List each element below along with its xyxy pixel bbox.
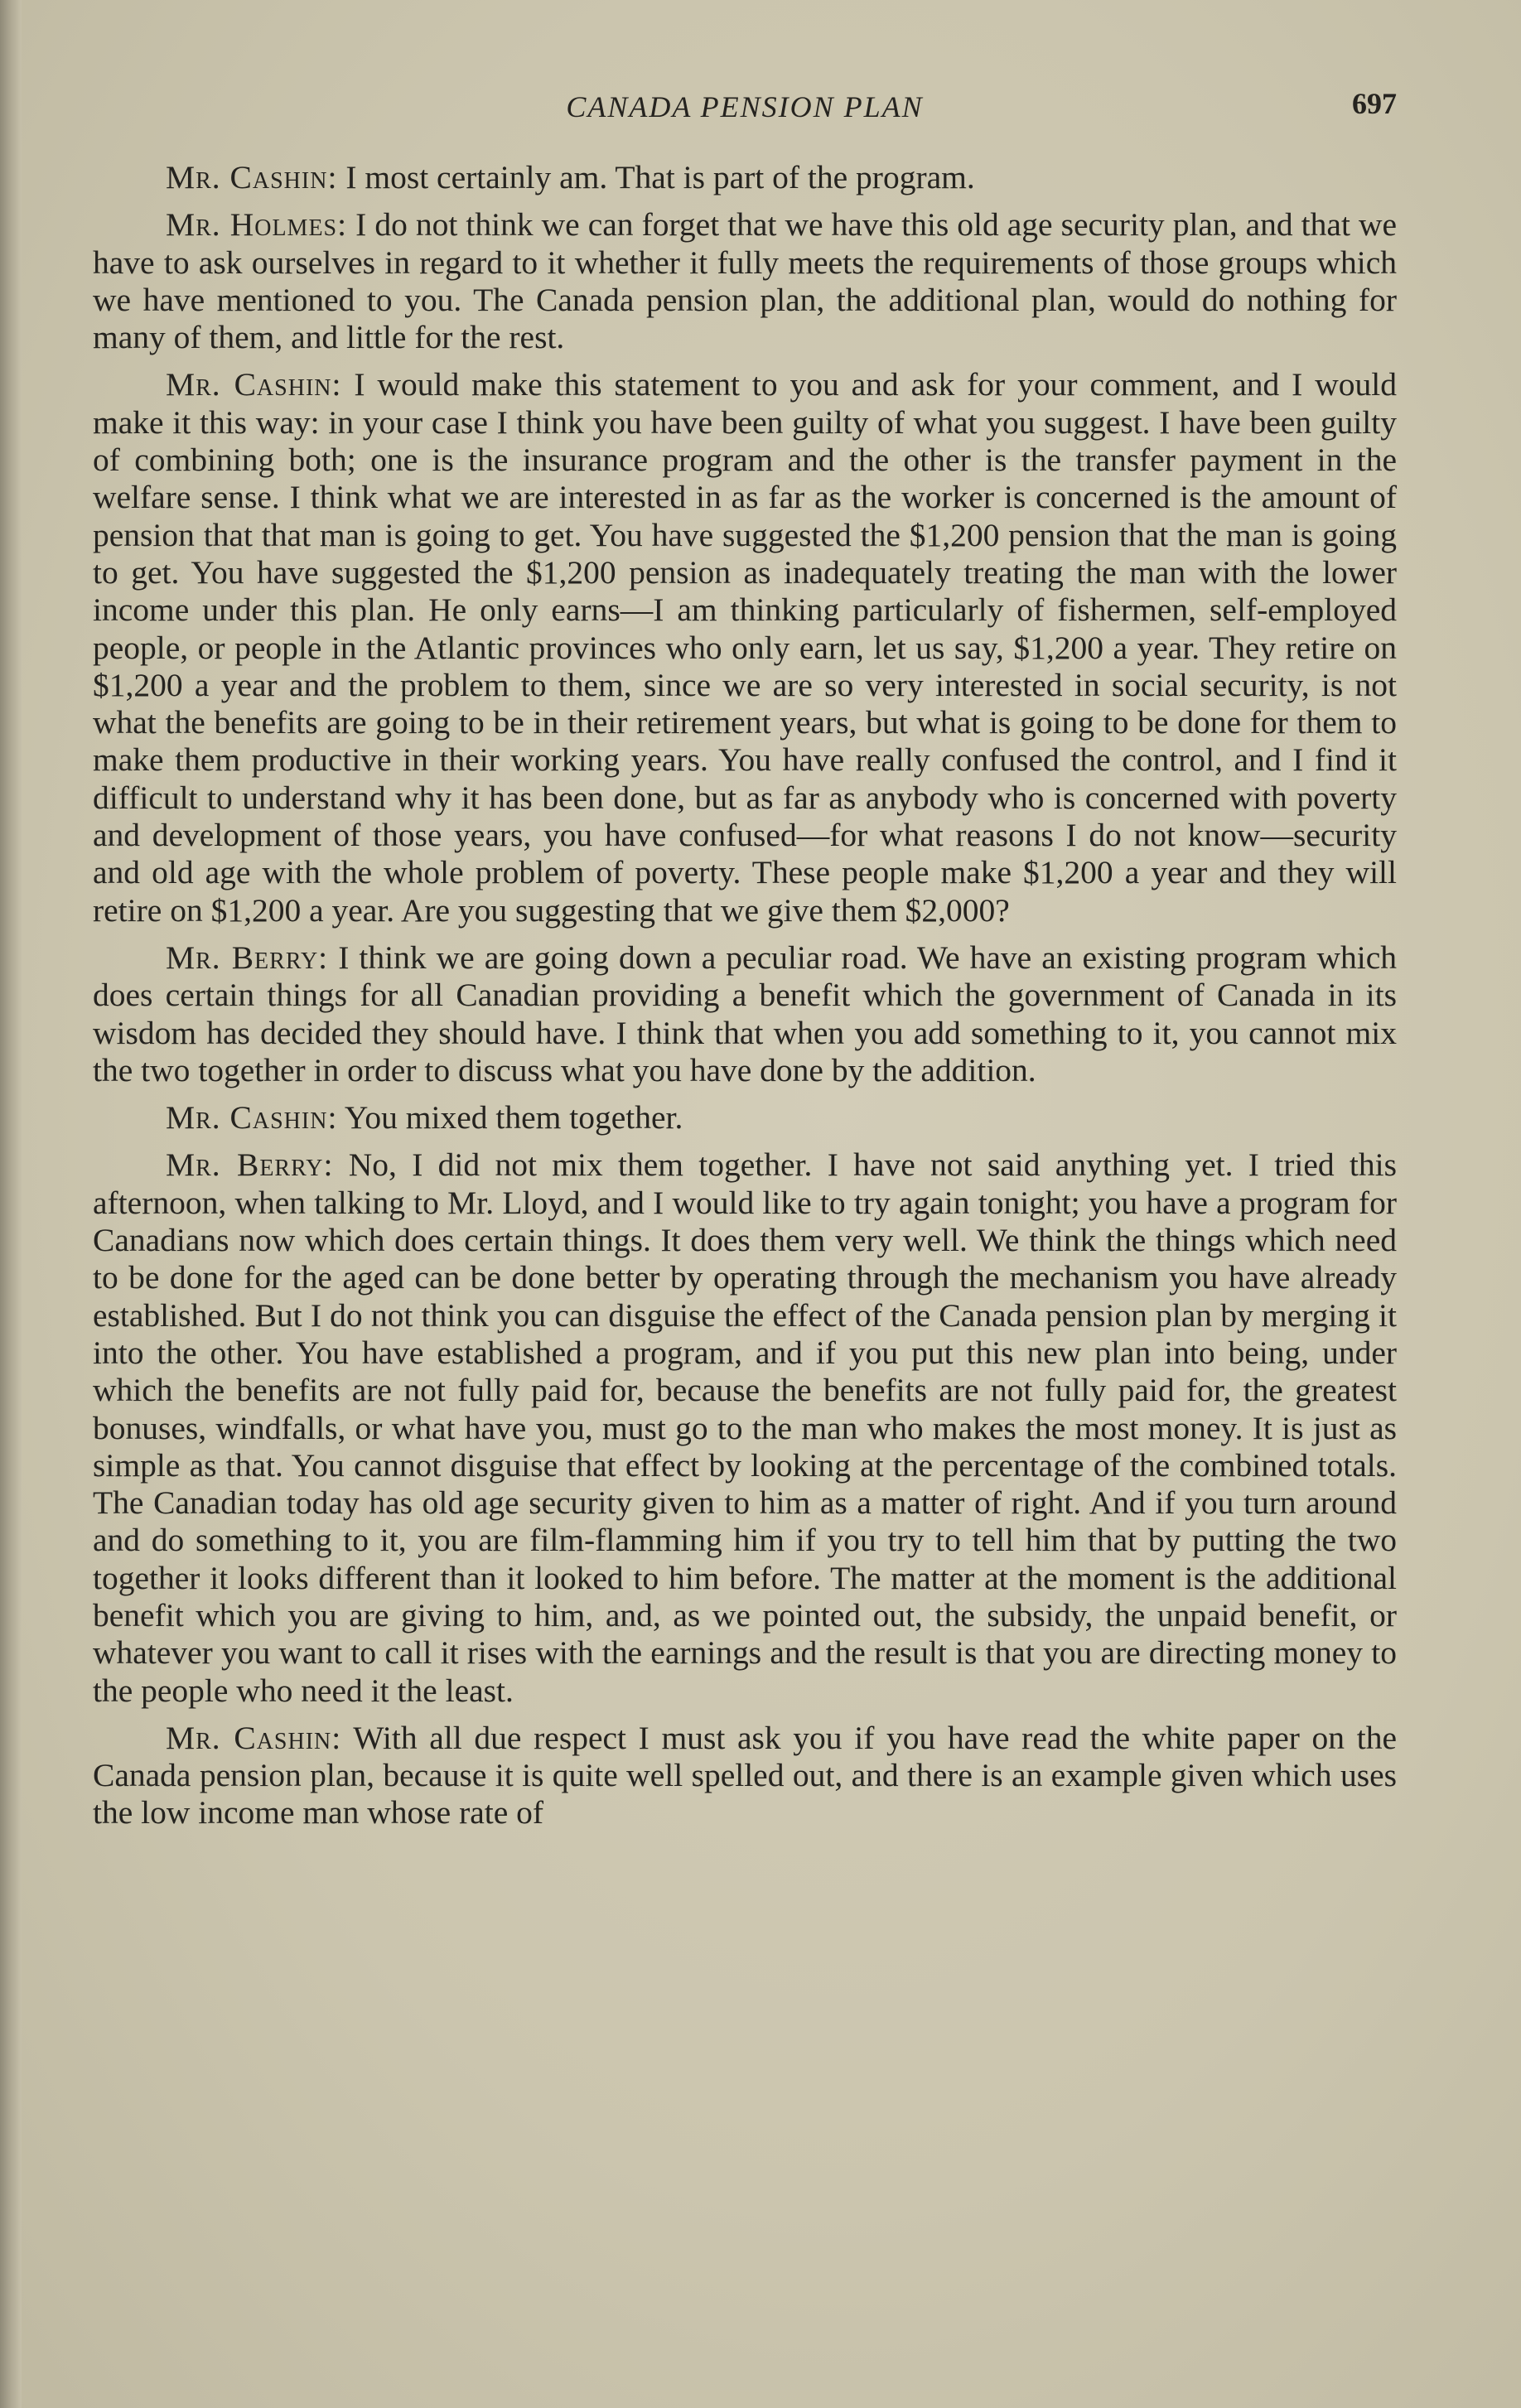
paragraph-text: I think we are going down a peculiar road. We have an existing program which does certain things for all Canadian providing a benefit which the government of Canada in its wisdom has decided they should have. I think that when you add something to it, you cannot mix the two together in order to discuss what you have done by the addition. <box>93 939 1397 1088</box>
paragraph-berry-1 <box>93 939 1397 1089</box>
paragraph-cashin-2 <box>93 366 1397 929</box>
paragraph-cashin-1 <box>93 159 1397 196</box>
speaker-name: Mr. Berry: <box>166 939 329 976</box>
paragraph-cashin-4 <box>93 1720 1397 1832</box>
transcript-body <box>93 159 1397 1842</box>
speaker-name: Mr. Cashin: <box>166 1099 338 1136</box>
paragraph-text: You mixed them together. <box>344 1099 683 1136</box>
paragraph-text: I would make this statement to you and ask for your comment, and I would make it this way: in your case I think you have been guilty of what you suggest. I have been guilty of combining both; one is the insurance program and the other is the transfer payment in the welfare sense. I think what we are interested in as far as the worker is concerned is the amount of pension that that man is going to get. You have suggested the $1,200 pension that the man is going to get. You have suggested the $1,200 pension as inadequately treating the man with the lower income under this plan. He only earns—I am thinking particularly of fishermen, self-employed people, or people in the Atlantic provinces who only earn, let us say, $1,200 a year. They retire on $1,200 a year and the problem to them, since we are so very interested in social security, is not what the benefits are going to be in their retirement years, but what is going to be done for them to make them productive in their working years. You have really confused the control, and I find it difficult to understand why it has been done, but as far as anybody who is concerned with poverty and development of those years, you have confused—for what reasons I do not know—security and old age with the whole problem of poverty. These people make $1,200 a year and they will retire on $1,200 a year. Are you suggesting that we give them $2,000? <box>93 366 1397 929</box>
paragraph-text: No, I did not mix them together. I have not said anything yet. I tried this afternoon, when talking to Mr. Lloyd, and I would like to try again tonight; you have a program for Canadians now which does certain things. It does them very well. We think the things which need to be done for the aged can be done better by operating through the mechanism you have already established. But I do not think you can disguise the effect of the Canada pension plan by merging it into the other. You have established a program, and if you put this new plan into being, under which the benefits are not fully paid for, because the benefits are not fully paid for, the greatest bonuses, windfalls, or what have you, must go to the man who makes the most money. It is just as simple as that. You cannot disguise that effect by looking at the percentage of the combined totals. The Canadian today has old age security given to him as a matter of right. And if you turn around and do something to it, you are film-flamming him if you try to tell him that by putting the two together it looks different than it looked to him before. The matter at the moment is the additional benefit which you are giving to him, and, as we pointed out, the subsidy, the unpaid benefit, or whatever you want to call it rises with the earnings and the result is that you are directing money to the people who need it the least. <box>93 1146 1397 1709</box>
paragraph-berry-2 <box>93 1146 1397 1709</box>
page-header <box>93 86 1397 128</box>
speaker-name: Mr. Cashin: <box>166 1719 342 1756</box>
paragraph-text: I most certainly am. That is part of the program. <box>345 159 975 195</box>
speaker-name: Mr. Berry: <box>166 1146 334 1184</box>
paragraph-holmes-1 <box>93 206 1397 356</box>
speaker-name: Mr. Cashin: <box>166 366 342 403</box>
paragraph-text: I do not think we can forget that we have this old age security plan, and that we have to ask ourselves in regard to it whether it fully meets the requirements of those groups which we have mentioned to you. The Canada pension plan, the additional plan, would do nothing for many of them, and little for the rest. <box>93 206 1398 356</box>
speaker-name: Mr. Holmes: <box>166 206 348 244</box>
running-title: CANADA PENSION PLAN <box>566 90 924 123</box>
paragraph-text: With all due respect I must ask you if you have read the white paper on the Canada pension plan, because it is quite well spelled out, and there is an example given which uses the low income man whose rate of <box>93 1719 1397 1831</box>
paragraph-cashin-3 <box>93 1099 1397 1136</box>
book-spine-shadow <box>0 0 22 2408</box>
speaker-name: Mr. Cashin: <box>166 159 338 195</box>
page-number: 697 <box>1352 87 1397 120</box>
